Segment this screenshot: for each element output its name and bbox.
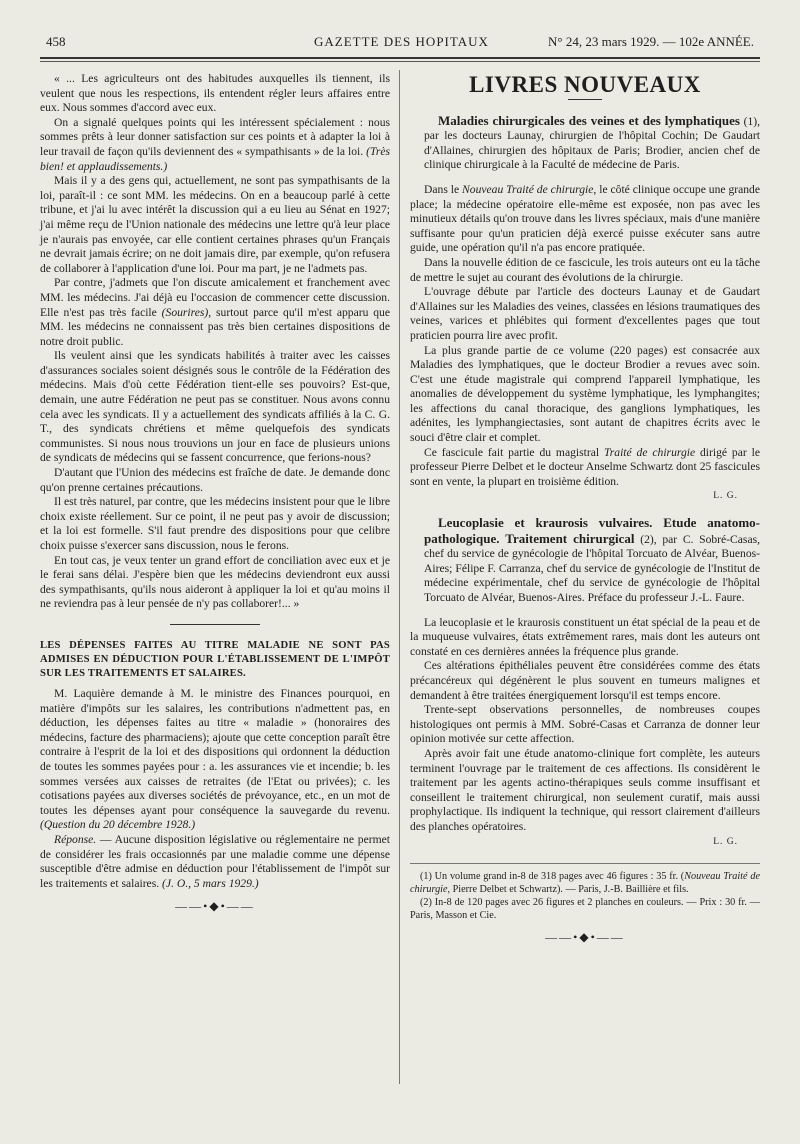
review-2-paragraph-2: Ces altérations épithéliales peuvent être considérées comme des états précancéreux qui dégénèrent le plus souvent en tumeurs malignes et demandent à être traitées énergiquement lorsqu'il est temps encore.: [410, 659, 760, 702]
question-source: (Question du 20 décembre 1928.): [40, 818, 196, 832]
review-1-paragraph-1: [410, 183, 760, 256]
title-underline-rule: [568, 99, 602, 100]
quote-paragraph-8: En tout cas, je veux tenter un grand effort de conciliation avec eux et je le ferai sans délai. J'espère bien que les médecins deviendront eux aussi des sympathisants, qu'ils nous aideront à appliquer la loi et qu'au moins il ne reviendra pas à leur pensée de n'y pas collaborer!... »: [40, 553, 390, 611]
right-column: [410, 72, 760, 953]
question-paragraph: [40, 687, 390, 833]
footnotes: [410, 863, 760, 922]
review-2-paragraph-3: Trente-sept observations personnelles, de nombreuses coupes histologiques ont permis à MM. Sobré-Casas et Carranza de donner leur opinion motivée sur cette affection.: [410, 703, 760, 746]
quote-paragraph-6: D'autant que l'Union des médecins est fraîche de date. Je demande donc qu'on prenne certaines précautions.: [40, 466, 390, 494]
review-1-p5-italic: Traité de chirurgie: [603, 445, 696, 459]
quote-paragraph-4-text: Par contre, j'admets que l'on discute amicalement et franchement avec MM. les médecins. J'ai déjà eu l'occasion de commencer cette discussion. Elle n'est pas très facile: [40, 276, 390, 319]
reponse-paragraph: [40, 833, 390, 891]
review-1-p1-end: , le côté clinique occupe une grande place; la médecine opératoire elle-même est exposée, non pas avec les minutieux détails qu'on trouve dans les livres spéciaux, mais d'une manière suffisante pour qu'un praticien déjà exercé puisse exécuter sans autre guide, une opération qu'il n'a pas encore pratiquée.: [410, 182, 760, 255]
applause-note: (Très bien! et applaudissements.): [40, 144, 390, 173]
review-2-title: Leucoplasie et kraurosis vulvaires. Etude anatomo-pathologique. Traitement chirurgical: [424, 515, 760, 546]
reponse-label: Réponse.: [54, 832, 97, 846]
quote-paragraph-4: [40, 276, 390, 349]
question-text: M. Laquière demande à M. le ministre des Finances pourquoi, en matière d'impôts sur les salaires, les contributions n'admettent pas, en déduction, les dépenses faites au titre « maladie » (honoraires des médecins, facture des pharmaciens); ajoute que cette conception paraît être contraire à l'esprit de la loi et des dispositions qui ordonnent la déduction de toutes les sommes payées pour : a. les assurances vie et incendie; b. les sommes versées aux caisses de retraites (de l'Etat ou privées); c. les cotisations payées aux diverses sociétés de prévoyance, etc., en un mot de toutes les dépenses ayant pour conséquence la sauvegarde du revenu.: [40, 686, 390, 817]
review-1-paragraph-2: Dans la nouvelle édition de ce fascicule, les trois auteurs ont eu la tâche de mettre le sujet au courant des évolutions de la chirurgie.: [410, 255, 760, 284]
section-heading-depenses: LES DÉPENSES FAITES AU TITRE MALADIE NE SONT PAS ADMISES EN DÉDUCTION POUR L'ÉTABLISSEMENT DE L'IMPÔT SUR LES TRAITEMENTS ET SALAIRES.: [40, 639, 390, 679]
left-column: [40, 72, 390, 922]
page-header: [46, 32, 754, 54]
column-divider: [399, 70, 400, 1084]
review-2-heading: [410, 516, 760, 606]
review-2-paragraph-1: La leucoplasie et le kraurosis constituent un état spécial de la peau et de la muqueuse vulvaires, états extrêmement rares, mais dont les auteurs ont constaté en ces dernières années la fréquence plus grande.: [410, 615, 760, 658]
footnote-1-italic: Nouveau Traité de chirurgie: [410, 871, 760, 896]
issue-info: N° 24, 23 mars 1929. — 102e ANNÉE.: [548, 34, 754, 49]
page-number: 458: [46, 34, 66, 49]
review-1-paragraph-3: L'ouvrage débute par l'article des docteurs Launay et de Gaudart d'Allaines sur les Maladies des veines, classées en lésions traumatiques des veines, varices et phlébites qui forment d'excellentes pages que tout praticien pourra lire avec profit.: [410, 285, 760, 342]
section-title-livres-nouveaux: LIVRES NOUVEAUX: [469, 72, 701, 97]
review-1-p5-start: Ce fascicule fait partie du magistral: [424, 445, 604, 459]
quote-paragraph-7: Il est très naturel, par contre, que les médecins insistent pour que le libre choix existe réellement. Sur ce point, il ne peut pas y avoir de discussion; et la loi est formelle. S'il faut prendre des dispositions pour que celibre choix puisse s'exercer sans discussion, nous le ferons.: [40, 495, 390, 552]
quote-paragraph-2: [40, 116, 390, 174]
quote-paragraph-2-text: On a signalé quelques points qui les intéressent spécialement : nous sommes prêts à leur donner satisfaction sur ces points et à adapter la loi à leur travail de façon qu'ils deviennent des « sympathisants » de la loi.: [40, 115, 390, 158]
review-1-paragraph-4: La plus grande partie de ce volume (220 pages) est consacrée aux Maladies des lymphatiques, que le docteur Brodier a revues avec soin. C'est une étude magistrale qui comprend l'appareil lymphatique, les anomalies de développement du système lymphatique, les lymphangites; les affections du canal thoracique, des ganglions lymphatiques, les adénites, les lymphangiectasies, sont autant de chapitres écrits avec le souci d'être clair et complet.: [410, 343, 760, 445]
review-1-p1-italic: Nouveau Traité de chirurgie: [462, 182, 594, 196]
review-1-heading: [410, 114, 760, 173]
review-2-note-ref: (2): [640, 532, 654, 546]
review-1-authors: , par les docteurs Launay, chirurgien de l'hôpital Cochin; De Gaudart d'Allaines, chirurgien des hôpitaux de Paris; Brodier, ancien chef de clinique chirurgicale à la Faculté de médecine de Paris.: [424, 114, 761, 172]
review-2-authors: , par C. Sobré-Casas, chef du service de gynécologie de l'hôpital Torcuato de Alvéar, Buenos-Aires; Félipe F. Carranza, chef du service de gynécologie de l'Institut de médecine expérimentale, chef du service de gynécologie de l'hôpital Torcuato de Alvéar, Buenos-Aires. Préface du professeur J.-L. Faure.: [424, 532, 760, 604]
section-separator-rule: [170, 624, 260, 625]
review-2-signature: L. G.: [713, 836, 738, 847]
review-1-title: Maladies chirurgicales des veines et des lymphatiques: [438, 112, 740, 128]
quote-paragraph-4-tail: , surtout parce qu'il m'est apparu que MM. les médecins ne connaissent pas très bien certaines dispositions de notre droit public.: [40, 305, 391, 348]
footnote-2: (2) In-8 de 120 pages avec 26 figures et 2 planches en couleurs. — Prix : 30 fr. — Paris, Masson et Cie.: [410, 897, 760, 922]
reponse-source: (J. O., 5 mars 1929.): [162, 876, 259, 890]
review-1-paragraph-5: [410, 446, 760, 490]
review-2-paragraph-4: Après avoir fait une étude anatomo-clinique fort complète, les auteurs terminent l'ouvrage par le traitement de ces affections. Ils considèrent le traitement par les agents actino-thérapiques seuls comme insuffisant et conseillent le traitement chirurgical, non seulement curatif, mais aussi prophylactique. Ils indiquent la technique, qui ressort clairement d'ailleurs des planches opératoires.: [410, 746, 760, 833]
footnote-1-start: (1) Un volume grand in-8 de 318 pages avec 46 figures : 35 fr. (: [420, 871, 685, 883]
fleuron-ornament-left: ——•◆•——: [175, 899, 255, 914]
smiles-note: (Sourires): [161, 305, 209, 319]
fleuron-ornament-right: ——•◆•——: [545, 930, 625, 945]
header-rule: [40, 57, 760, 59]
quote-paragraph-5: Ils veulent ainsi que les syndicats habilités à traiter avec les caisses d'assurances sociales soient désignés sous le contrôle de la Fédération des médecins. Mais d'où cette Fédération tient-elle ses pouvoirs? Est-que, demain, une autre Fédération ne peut pas se constituer. Nous avons connu cela avec les syndicats. Il y a actuellement des syndicats affiliés à la C. G. T., des syndicats chrétiens et même quelquefois des syndicats communistes. Si nous nous trouvions un jour en face de plusieurs unions de syndicats de médecins qui se fassent concurrence, que ferions-nous?: [40, 349, 390, 465]
footnote-1-end: , Pierre Delbet et Schwartz). — Paris, J.-B. Baillière et fils.: [447, 884, 689, 896]
header-rule-thin: [40, 61, 760, 62]
reponse-text: — Aucune disposition législative ou réglementaire ne permet de considérer les frais occasionnés par une maladie comme une dépense susceptible d'être admise en déduction pour l'établissement de l'impôt sur les traitements et salaires.: [40, 832, 390, 890]
footnote-1: [410, 870, 760, 896]
review-1-signature: L. G.: [713, 491, 738, 502]
quote-paragraph-1: « ... Les agriculteurs ont des habitudes auxquelles ils tiennent, ils veulent que nous les respections, ils entendent régler leurs affaires entre eux. Nous sommes d'accord avec eux.: [40, 72, 390, 115]
review-1-p5-end: dirigé par le professeur Pierre Delbet et le docteur Anselme Schwartz dont 25 fascicules sont en vente, la plupart en troisième édition.: [410, 445, 760, 488]
journal-title: GAZETTE DES HOPITAUX: [314, 34, 489, 49]
review-1-note-ref: (1): [743, 114, 758, 128]
review-1-p1-start: Dans le: [424, 182, 463, 196]
quote-paragraph-3: Mais il y a des gens qui, actuellement, ne sont pas sympathisants de la loi, paraît-il : ce sont MM. les médecins. On en a beaucoup parlé à cette tribune, et j'ai lu avec intérêt la discussion qui a eu lieu au Sénat en 1927; j'ai même reçu de l'Union nationale des médecins une lettre qu'à leur place je n'aurais pas envoyée, car elle contient certaines phrases qu'un Français ne devrait jamais écrire; on ne doit jamais dire, par exemple, qu'on refusera de collaborer à l'application d'une loi. Pour ma part, je ne l'admets pas.: [40, 174, 390, 275]
